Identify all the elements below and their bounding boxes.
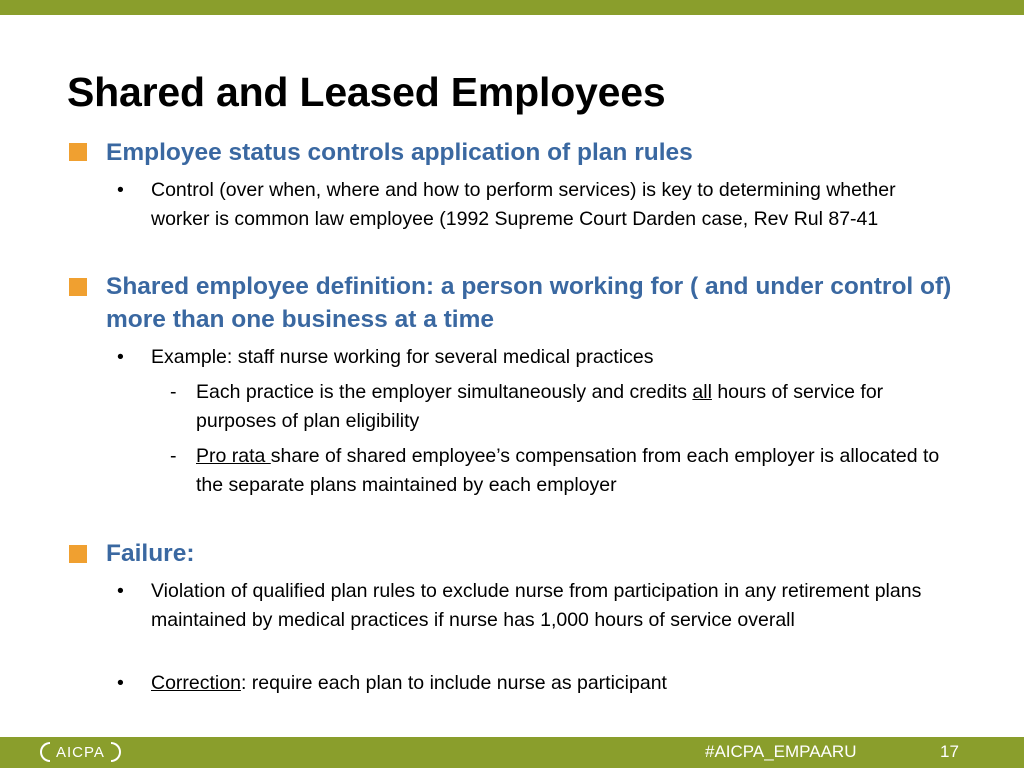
bullet-dot-icon: •: [117, 672, 124, 694]
bullet-employee-status: Employee status controls application of plan rules: [106, 139, 693, 166]
logo-text: AICPA: [56, 743, 105, 761]
sub-bullet-control: Control (over when, where and how to perform services) is key to determining whether worker is common law employee (1992 Supreme Court Darden case, Rev Rul 87-41: [151, 179, 896, 230]
page-number: 17: [940, 742, 959, 761]
logo-arc-right-icon: [111, 742, 121, 762]
text-segment: Each practice is the employer simultaneously and credits: [196, 381, 693, 403]
underlined-text: Correction: [151, 672, 241, 694]
bullet-dot-icon: •: [117, 179, 124, 201]
text-segment: hours of service for purposes of plan eligibility: [196, 381, 884, 432]
slide-title: Shared and Leased Employees: [67, 69, 666, 115]
square-bullet-icon: [69, 143, 87, 161]
bullet-shared-employee-definition: Shared employee definition: a person working for ( and under control of) more than one business at a time: [106, 273, 952, 333]
text-segment: : require each plan to include nurse as participant: [240, 672, 667, 694]
square-bullet-icon: [69, 545, 87, 563]
sub-bullet-example: Example: staff nurse working for several medical practices: [151, 346, 654, 368]
dash-icon: -: [170, 445, 177, 467]
bullet-dot-icon: •: [117, 580, 124, 602]
footer-hashtag: #AICPA_EMPAARU: [705, 742, 857, 761]
aicpa-logo: [40, 741, 121, 763]
footer-bar: [0, 737, 1024, 768]
sub-bullet-correction: [151, 669, 951, 698]
square-bullet-icon: [69, 278, 87, 296]
bullet-dot-icon: •: [117, 346, 124, 368]
dash-icon: -: [170, 381, 177, 403]
sub-sub-bullet-each-practice: [196, 378, 946, 436]
text-segment: share of shared employee’s compensation from each employer is allocated to the separate plans maintained by each employer: [196, 445, 940, 496]
top-accent-bar: [0, 0, 1024, 15]
sub-bullet-violation: Violation of qualified plan rules to exclude nurse from participation in any retirement plans maintained by medical practices if nurse has 1,000 hours of service overall: [151, 580, 922, 631]
underlined-text: Pro rata: [196, 445, 271, 467]
underlined-text: all: [692, 381, 712, 403]
bullet-failure: Failure:: [106, 540, 195, 567]
sub-sub-bullet-pro-rata: [196, 442, 946, 500]
logo-arc-left-icon: [40, 742, 50, 762]
